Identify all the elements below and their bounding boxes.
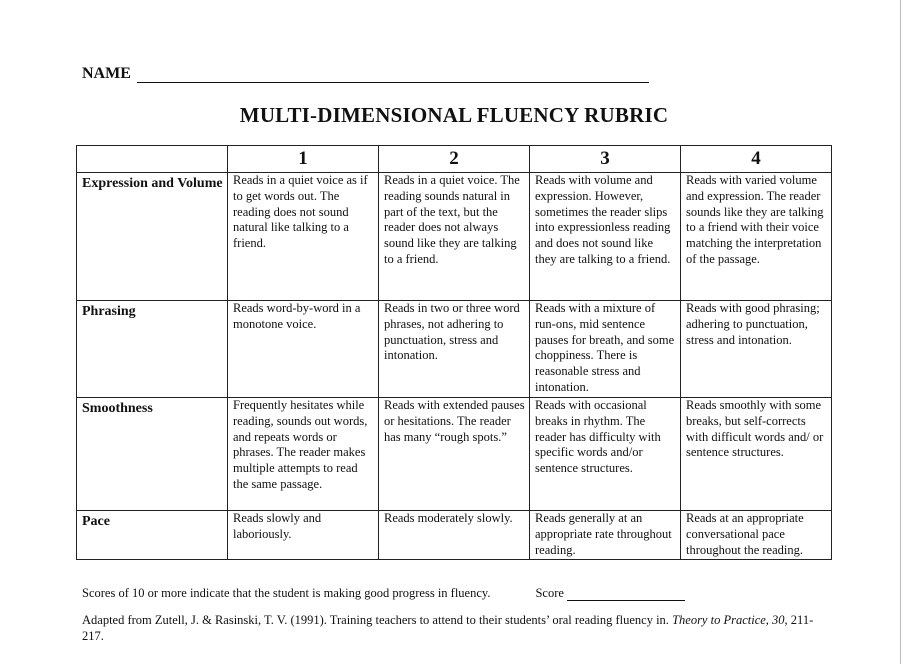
table-header-row — [77, 146, 832, 173]
table-cell: Reads with a mixture of run-ons, mid sentence pauses for breath, and some choppiness. There is reasonable stress and intonation. — [530, 301, 681, 398]
score-label: Score — [535, 586, 564, 600]
row-label: Phrasing — [77, 301, 228, 398]
score-blank-line — [567, 587, 685, 601]
corner-cell — [77, 146, 228, 173]
scores-note: Scores of 10 or more indicate that the student is making good progress in fluency. — [82, 586, 491, 600]
name-field-row — [82, 64, 649, 83]
page-title: MULTI-DIMENSIONAL FLUENCY RUBRIC — [239, 103, 669, 127]
citation — [82, 612, 822, 644]
row-label: Pace — [77, 511, 228, 560]
name-blank-line — [137, 64, 649, 83]
table-row — [77, 173, 832, 301]
table-cell: Reads in a quiet voice. The reading sounds natural in part of the text, but the reader does not always sound like they are talking to a friend. — [379, 173, 530, 301]
table-row — [77, 511, 832, 560]
table-cell: Frequently hesitates while reading, sounds out words, and repeats words or phrases. The reader makes multiple attempts to read the same passage. — [228, 398, 379, 511]
table-row — [77, 301, 832, 398]
table-cell: Reads smoothly with some breaks, but self-corrects with difficult words and/ or sentence structures. — [681, 398, 832, 511]
table-cell: Reads with volume and expression. However, sometimes the reader slips into expressionless reading and does not sound like they are talking to a friend. — [530, 173, 681, 301]
table-cell: Reads moderately slowly. — [379, 511, 530, 560]
column-header: 2 — [379, 146, 530, 173]
table-cell: Reads with occasional breaks in rhythm. The reader has difficulty with specific words and/or sentence structures. — [530, 398, 681, 511]
table-cell: Reads word-by-word in a monotone voice. — [228, 301, 379, 398]
table-cell: Reads with varied volume and expression. The reader sounds like they are talking to a friend with their voice matching the interpretation of the passage. — [681, 173, 832, 301]
column-header: 4 — [681, 146, 832, 173]
scores-note-row — [82, 586, 685, 601]
name-label: NAME — [82, 65, 131, 82]
table-cell: Reads in two or three word phrases, not adhering to punctuation, stress and intonation. — [379, 301, 530, 398]
fluency-rubric-table — [76, 145, 832, 560]
table-cell: Reads at an appropriate conversational pace throughout the reading. — [681, 511, 832, 560]
table-cell: Reads generally at an appropriate rate throughout reading. — [530, 511, 681, 560]
column-header: 3 — [530, 146, 681, 173]
table-cell: Reads with extended pauses or hesitations. The reader has many “rough spots.” — [379, 398, 530, 511]
table-cell: Reads in a quiet voice as if to get words out. The reading does not sound natural like talking to a friend. — [228, 173, 379, 301]
citation-text: Adapted from Zutell, J. & Rasinski, T. V. (1991). Training teachers to attend to their students’ oral reading fluency in. — [82, 613, 669, 627]
table-row — [77, 398, 832, 511]
citation-pages: , 211-217. — [82, 613, 814, 643]
column-header: 1 — [228, 146, 379, 173]
citation-journal: Theory to Practice, 30 — [672, 613, 785, 627]
table-cell: Reads slowly and laboriously. — [228, 511, 379, 560]
table-cell: Reads with good phrasing; adhering to punctuation, stress and intonation. — [681, 301, 832, 398]
page-edge — [900, 0, 901, 664]
row-label: Expression and Volume — [77, 173, 228, 301]
row-label: Smoothness — [77, 398, 228, 511]
